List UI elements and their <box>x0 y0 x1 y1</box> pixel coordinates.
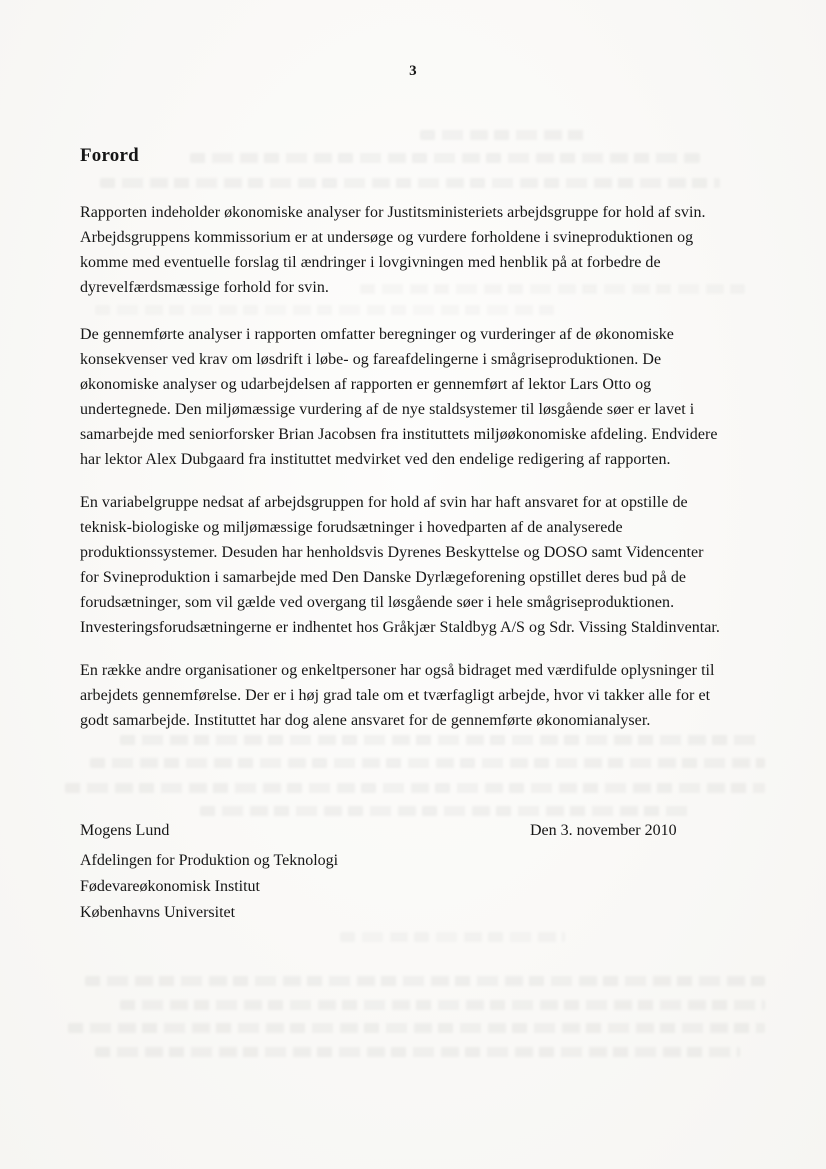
signature-date: Den 3. november 2010 <box>530 822 677 839</box>
bleedthrough-line <box>120 735 760 745</box>
bleedthrough-line <box>200 806 690 816</box>
bleedthrough-line <box>95 1047 740 1057</box>
bleedthrough-line <box>190 153 700 163</box>
signature-row <box>0 822 826 847</box>
signature-affiliation: Afdelingen for Produktion og Teknologi Fødevareøkonomisk Institut Københavns Universitet <box>80 852 339 921</box>
paragraph-2: De gennemførte analyser i rapporten omfatter beregninger og vurderinger af de økonomiske konsekvenser ved krav om løsdrift i løbe- og fareafdelingerne i smågriseproduktionen. De økonomiske analyser og udarbejdelsen af rapporten er gennemført af lektor Lars Otto og undertegnede. Den miljømæssige vurdering af de nye staldsystemer til løsgående søer er lavet i samarbejde med seniorforsker Brian Jacobsen fra instituttets miljøøkonomiske afdeling. Endvidere har lektor Alex Dubgaard fra instituttet medvirket ved den endelige redigering af rapporten. <box>80 326 718 468</box>
bleedthrough-line <box>65 783 765 793</box>
bleedthrough-line <box>85 976 765 986</box>
bleedthrough-line <box>95 305 555 315</box>
bleedthrough-line <box>100 178 720 188</box>
bleedthrough-line <box>90 758 765 768</box>
paragraph-1: Rapporten indeholder økonomiske analyser for Justitsministeriets arbejdsgruppe for hold af svin. Arbejdsgruppens kommissorium er at undersøge og vurdere forholdene i svineproduktionen og komme med eventuelle forslag til ændringer i lovgivningen med henblik på at forbedre de dyrevelfærdsmæssige forhold for svin. <box>80 204 706 296</box>
bleedthrough-line <box>340 932 565 942</box>
bleedthrough-line <box>120 1000 765 1010</box>
bleedthrough-line <box>68 1023 765 1033</box>
page-number: 3 <box>409 63 417 79</box>
paragraph-3: En variabelgruppe nedsat af arbejdsgruppen for hold af svin har haft ansvaret for at opstille de teknisk-biologiske og miljømæssige forudsætninger i hovedparten af de analyserede produktionssystemer. Desuden har henholdsvis Dyrenes Beskyttelse og DOSO samt Videncenter for Svineproduktion i samarbejde med Den Danske Dyrlægeforening opstillet deres bud på de forudsætninger, som vil gælde ved overgang til løsgående søer i hele smågriseproduktionen. Investeringsforudsætningerne er indhentet hos Gråkjær Staldbyg A/S og Sdr. Vissing Staldinventar. <box>80 494 720 636</box>
bleedthrough-line <box>420 130 585 140</box>
signature-name: Mogens Lund <box>80 822 170 839</box>
paragraph-4: En række andre organisationer og enkeltpersoner har også bidraget med værdifulde oplysninger til arbejdets gennemførelse. Der er i høj grad tale om et tværfagligt arbejde, hvor vi takker alle for et godt samarbejde. Instituttet har dog alene ansvaret for de gennemførte økonomianalyser. <box>80 662 715 729</box>
bleedthrough-line <box>360 284 745 294</box>
section-heading: Forord <box>80 145 139 166</box>
